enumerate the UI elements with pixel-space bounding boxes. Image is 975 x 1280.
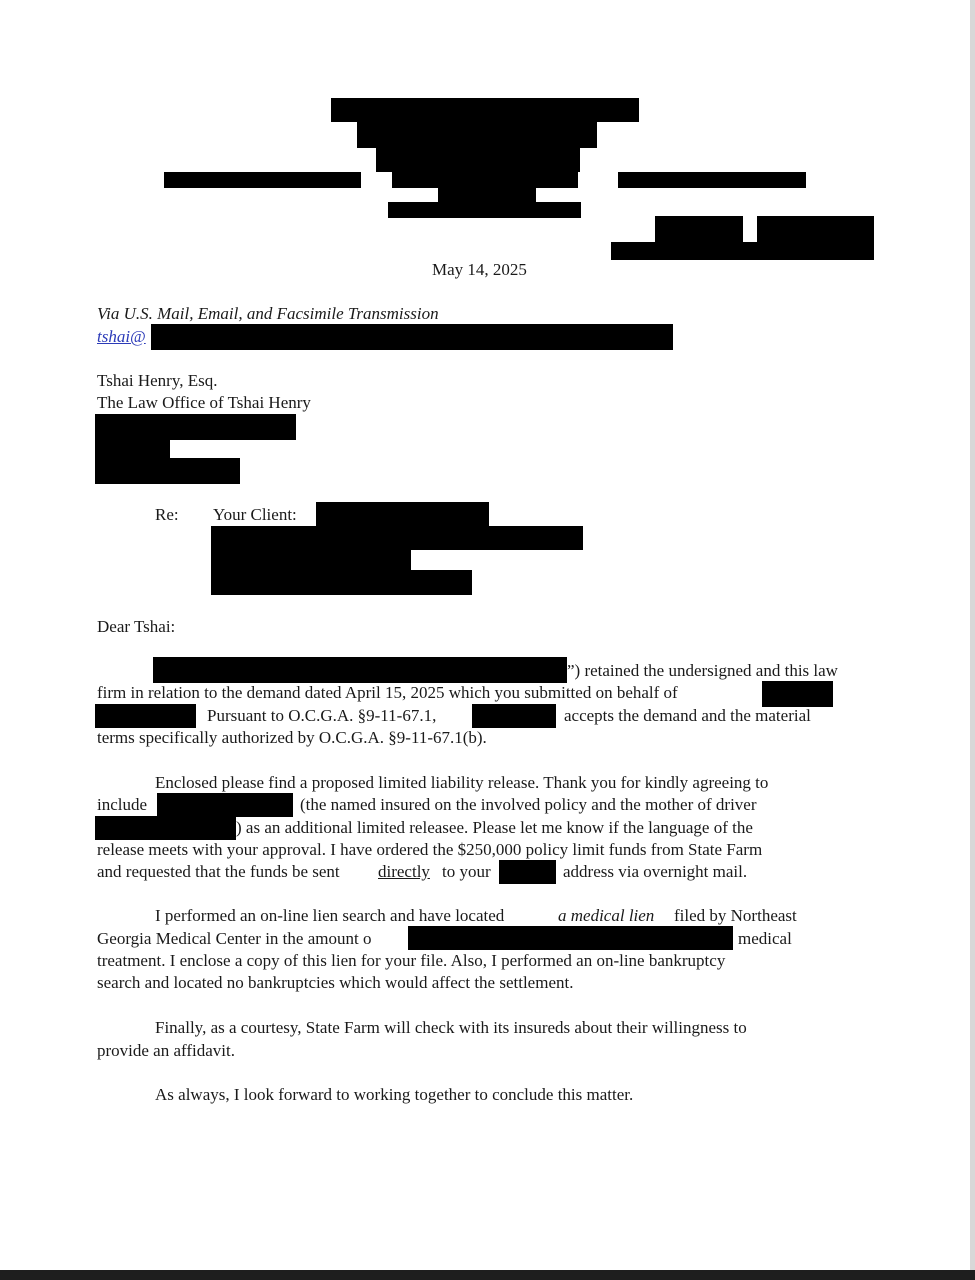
p1-line-3b: accepts the demand and the material [564,706,811,725]
letterhead-redaction [438,188,536,202]
letterhead-redaction [357,122,597,148]
letterhead-redaction [388,202,581,218]
letterhead-redaction [164,172,361,188]
p2-line-5c: to your [442,862,491,881]
letterhead-redaction [392,172,578,188]
p2-line-2a: include [97,795,148,814]
address-redaction [95,414,296,440]
body-redaction [499,860,556,884]
body-redaction [762,681,833,707]
your-client-label: Your Client: [213,505,297,524]
letterhead-redaction [655,216,743,242]
p1-line-1: ”) retained the undersigned and this law [567,661,838,680]
p3-line-2a: Georgia Medical Center in the amount o [97,929,372,948]
client-redaction [316,502,489,526]
letterhead-redaction [618,172,806,188]
p3-medical-lien: a medical lien [558,906,655,925]
p2-line-3: ) as an additional limited releasee. Please let me know if the language of the [236,818,753,837]
p2-line-5d: address via overnight mail. [563,862,748,881]
p3-line-1c: filed by Northeast [674,906,797,925]
p3-line-4: search and located no bankruptcies which would affect the settlement. [97,973,574,992]
recipient-name: Tshai Henry, Esq. [97,371,218,390]
recipient-email-link[interactable]: tshai@ [97,327,146,346]
p3-line-3: treatment. I enclose a copy of this lien for your file. Also, I performed an on-line bankruptcy [97,951,726,970]
p2-line-2b: (the named insured on the involved policy and the mother of driver [300,795,757,814]
letterhead-redaction [757,216,874,242]
letterhead-redaction [611,242,874,260]
body-redaction [472,704,556,728]
p2-line-5a: and requested that the funds be sent [97,862,340,881]
client-redaction [211,570,472,595]
p2-line-1: Enclosed please find a proposed limited liability release. Thank you for kindly agreeing to [155,773,769,792]
address-redaction [95,458,240,484]
re-label: Re: [155,505,179,524]
p4-line-2: provide an affidavit. [97,1041,236,1060]
p1-line-4: terms specifically authorized by O.C.G.A. §9-11-67.1(b). [97,728,487,747]
scan-edge [970,0,975,1280]
body-redaction [157,793,293,817]
p3-line-1a: I performed an on-line lien search and have located [155,906,505,925]
delivery-method: Via U.S. Mail, Email, and Facsimile Transmission [97,304,439,323]
client-redaction [211,526,583,550]
salutation: Dear Tshai: [97,617,176,636]
letterhead-redaction [376,148,580,172]
p1-line-2: firm in relation to the demand dated April 15, 2025 which you submitted on behalf of [97,683,678,702]
body-redaction [95,816,236,840]
scan-bottom-edge [0,1270,975,1280]
letterhead-redaction [331,98,639,122]
body-redaction [153,657,567,683]
p1-line-3a: Pursuant to O.C.G.A. §9-11-67.1, [207,706,437,725]
p2-line-4: release meets with your approval. I have ordered the $250,000 policy limit funds from State Farm [97,840,763,859]
p3-line-2b: medical [738,929,792,948]
body-redaction [408,926,733,950]
p5-line-1: As always, I look forward to working together to conclude this matter. [155,1085,634,1104]
letter-date: May 14, 2025 [432,260,527,279]
client-redaction [211,550,411,570]
body-redaction [95,704,196,728]
p4-line-1: Finally, as a courtesy, State Farm will check with its insureds about their willingness to [155,1018,747,1037]
recipient-firm: The Law Office of Tshai Henry [97,393,311,412]
p2-directly: directly [378,862,430,881]
address-redaction [95,440,170,458]
email-redaction [151,324,673,350]
